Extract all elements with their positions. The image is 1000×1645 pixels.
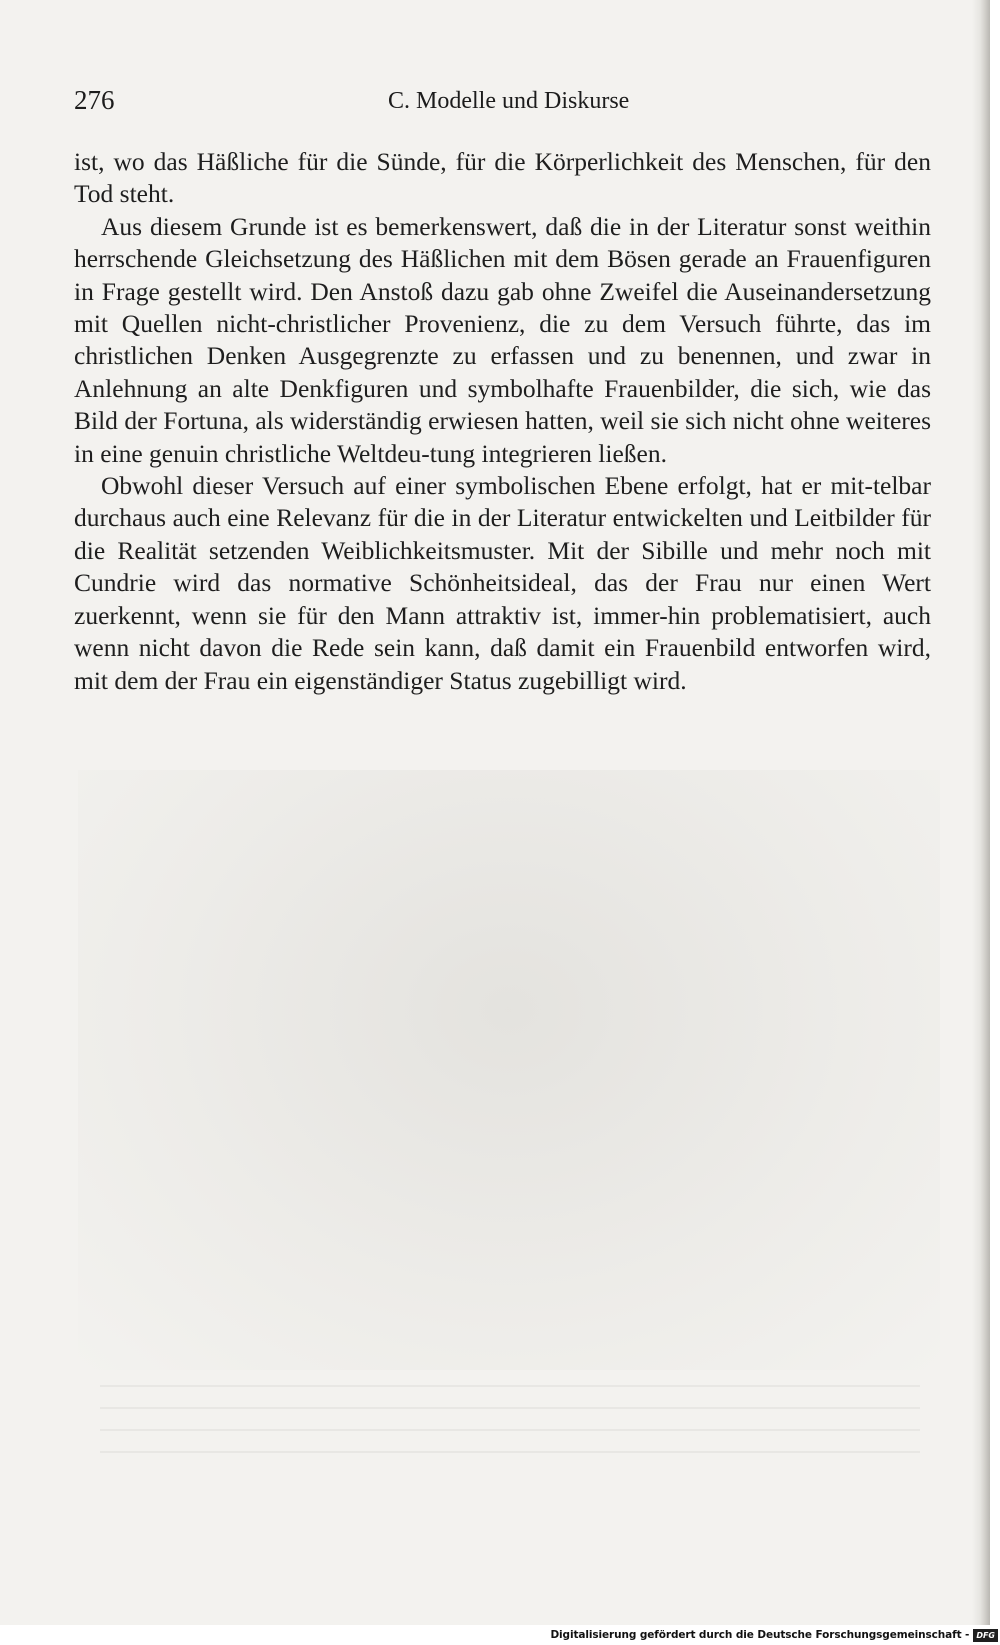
section-title: C. Modelle und Diskurse (388, 88, 630, 114)
page-number: 276 (74, 85, 115, 115)
digitization-footer (544, 1625, 1000, 1645)
funding-note: Digitalisierung gefördert durch die Deutsche Forschungsgemeinschaft - (550, 1629, 970, 1641)
body-text (74, 146, 931, 697)
page-edge-shadow (972, 0, 990, 1625)
show-through-caption (100, 1385, 920, 1470)
running-head (74, 82, 934, 118)
paragraph: Obwohl dieser Versuch auf einer symbolischen Ebene erfolgt, hat er mit-telbar durchaus auch eine Relevanz für die in der Literatur entwickelten und Leitbilder für die Realität setzenden Weiblichkeitsmuster. Mit der Sibille und mehr noch mit Cundrie wird das normative Schönheitsideal, das der Frau nur einen Wert zuerkennt, wenn sie für den Mann attraktiv ist, immer-hin problematisiert, auch wenn nicht davon die Rede sein kann, daß damit ein Frauenbild entworfen wird, mit dem der Frau ein eigenständiger Status zugebilligt wird. (74, 471, 931, 695)
show-through-image (78, 770, 940, 1370)
paragraph: Aus diesem Grunde ist es bemerkenswert, daß die in der Literatur sonst weithin herrschende Gleichsetzung des Häßlichen mit dem Bösen gerade an Frauenfiguren in Frage gestellt wird. Den Anstoß dazu gab ohne Zweifel die Auseinandersetzung mit Quellen nicht-christlicher Provenienz, die zu dem Versuch führte, das im christlichen Denken Ausgegrenzte zu erfassen und zu benennen, und zwar in Anlehnung an alte Denkfiguren und symbolhafte Frauenbilder, die sich, wie das Bild der Fortuna, als widerständig erwiesen hatten, weil sie sich nicht ohne weiteres in eine genuin christliche Weltdeu-tung integrieren ließen. (74, 211, 931, 468)
dfg-logo-icon: DFG (973, 1629, 998, 1642)
paragraph-continued: ist, wo das Häßliche für die Sünde, für die Körperlichkeit des Menschen, für den Tod steht. (74, 147, 931, 209)
